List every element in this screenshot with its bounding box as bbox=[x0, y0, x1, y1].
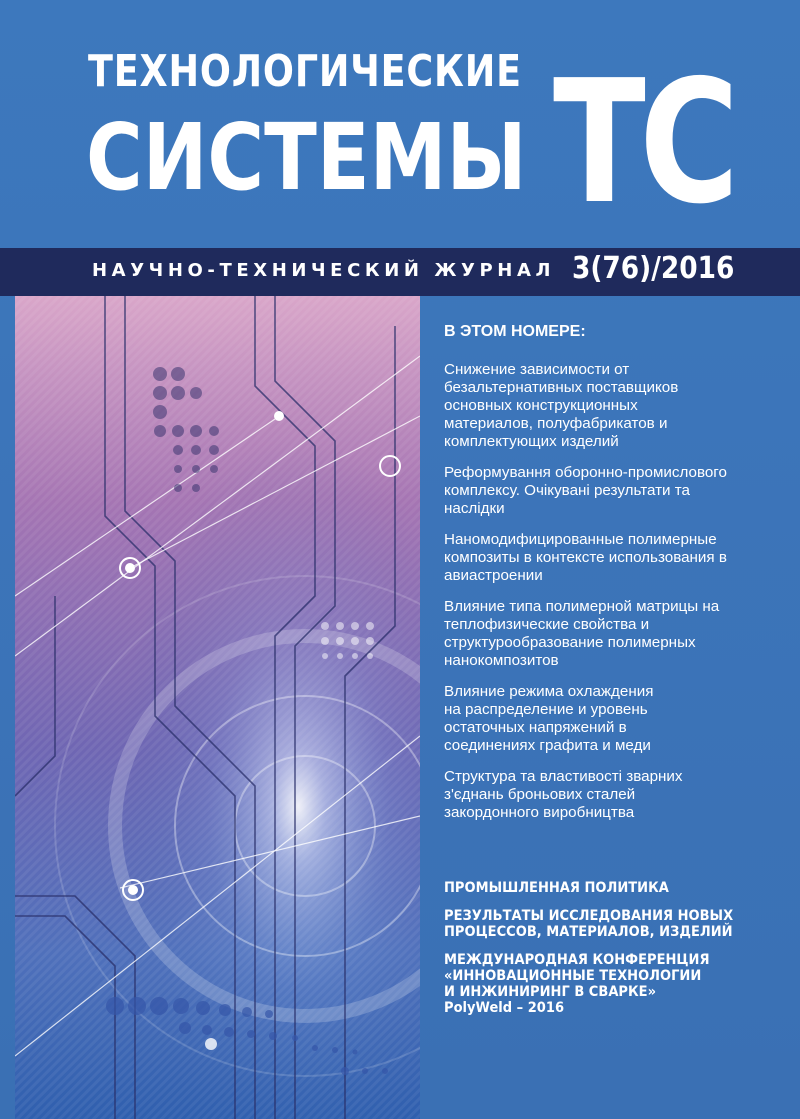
cover-illustration bbox=[15, 296, 420, 1119]
section-heading: РЕЗУЛЬТАТЫ ИССЛЕДОВАНИЯ НОВЫХ ПРОЦЕССОВ, МАТЕРИАЛОВ, ИЗДЕЛИЙ bbox=[444, 908, 734, 940]
section-list bbox=[444, 880, 794, 1028]
toc-item: Влияние режима охлаждения на распределение и уровень остаточных напряжений в соединениях графита и меди bbox=[444, 683, 654, 754]
issue-number: 3(76)/2016 bbox=[572, 251, 735, 286]
toc-item: Реформування оборонно-промислового комплексу. Очікувані результати та наслідки bbox=[444, 464, 727, 517]
table-of-contents bbox=[444, 323, 794, 835]
toc-item: Влияние типа полимерной матрицы на теплофизические свойства и структурообразование полимерных нанокомпозитов bbox=[444, 598, 720, 669]
journal-logo: ТС bbox=[553, 44, 733, 242]
journal-subtitle: НАУЧНО-ТЕХНИЧЕСКИЙ ЖУРНАЛ bbox=[92, 260, 556, 281]
toc-heading: В ЭТОМ НОМЕРЕ: bbox=[444, 323, 586, 340]
toc-item: Наномодифицированные полимерные композиты в контексте использования в авиастроении bbox=[444, 531, 727, 584]
toc-item: Структура та властивості зварних з'єднань броньових сталей закордонного виробництва bbox=[444, 768, 683, 821]
section-heading: МЕЖДУНАРОДНАЯ КОНФЕРЕНЦИЯ «ИННОВАЦИОННЫЕ ТЕХНОЛОГИИ И ИНЖИНИРИНГ В СВАРКЕ» PolyWeld – 2016 bbox=[444, 952, 710, 1016]
journal-title-line1: ТЕХНОЛОГИЧЕСКИЕ bbox=[88, 46, 522, 97]
journal-title-line2: СИСТЕМЫ bbox=[86, 104, 527, 211]
toc-item: Снижение зависимости от безальтернативных поставщиков основных конструкционных материалов, полуфабрикатов и комплектующих изделий bbox=[444, 361, 679, 450]
section-heading: ПРОМЫШЛЕННАЯ ПОЛИТИКА bbox=[444, 880, 669, 896]
